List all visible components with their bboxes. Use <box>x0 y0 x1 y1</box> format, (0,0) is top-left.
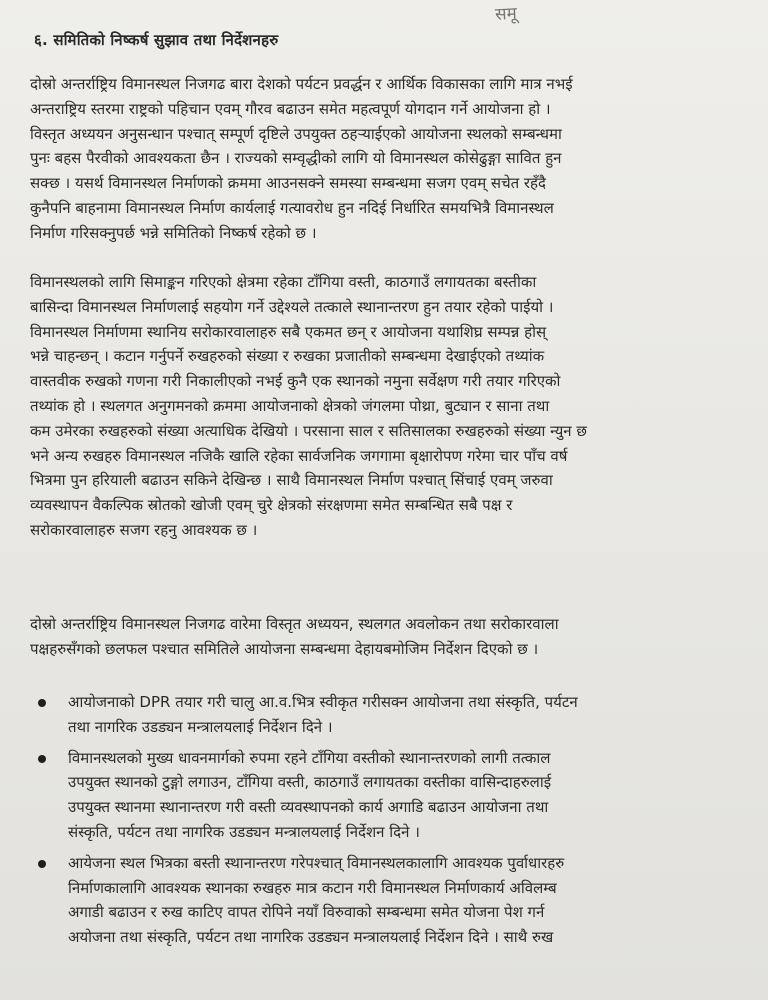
text-line: तथा नागरिक उडड्यन मन्त्रालयलाई निर्देशन दिने । <box>68 717 333 736</box>
text-line: बासिन्दा विमानस्थल निर्माणलाई सहयोग गर्ने उद्देश्यले तत्काले स्थानान्तरण हुन तयार रहेको पाईयो । <box>30 297 554 316</box>
text-line: कुनैपनि बाहनामा विमानस्थल निर्माण कार्यलाई गत्यावरोध हुन नदिई निर्धारित समयभित्रै विमानस्थल <box>30 198 554 217</box>
text-line: भन्ने चाहन्छन् । कटान गर्नुपर्ने रुखहरुको संख्या र रुखका प्रजातीको सम्बन्धमा देखाईएको तथ्यांक <box>30 347 545 366</box>
paragraph-directive-intro <box>30 612 742 662</box>
text-line: अगाडी बढाउन र रुख काटिए वापत रोपिने नयाँ विरुवाको सम्बन्धमा समेत योजना पेश गर्न <box>68 903 545 922</box>
text-line: विमानस्थलको लागि सिमाङ्कन गरिएको क्षेत्रमा रहेका टाँगिया वस्ती, काठगाउँ लगायतका बस्तीका <box>30 273 537 291</box>
list-item <box>30 851 742 950</box>
text-line: आयोजनाको DPR तयार गरी चालु आ.व.भित्र स्वीकृत गरीसक्न आयोजना तथा संस्कृति, पर्यटन <box>68 693 578 711</box>
bullet-dot-icon <box>38 755 46 763</box>
text-line: विस्तृत अध्ययन अनुसन्धान पश्चात् सम्पूर्ण दृष्टिले उपयुक्त ठहऱ्याईएको आयोजना स्थलको सम्बन्धमा <box>30 124 562 143</box>
text-line: निर्माण गरिसक्नुपर्छ भन्ने समितिको निष्कर्ष रहेको छ । <box>30 223 317 242</box>
text-line: वास्तवीक रुखको गणना गरी निकालीएको नभई कुनै एक स्थानको नमुना सर्वेक्षण गरी तयार गरिएको <box>30 372 561 391</box>
text-line: आयेजना स्थल भित्रका बस्ती स्थानान्तरण गरेपश्चात् विमानस्थलकालागि आवश्यक पुर्वाधारहरु <box>68 853 565 872</box>
text-line: पक्षहरुसँगको छलफल पश्चात समितिले आयोजना सम्बन्धमा देहायबमोजिम निर्देशन दिएको छ । <box>30 639 539 658</box>
paragraph-conclusion <box>30 72 742 246</box>
bullet-dot-icon <box>38 860 46 868</box>
text-line: व्यवस्थापन वैकल्पिक स्रोतको खोजी एवम् चुरे क्षेत्रको संरक्षणमा समेत सम्बन्धित सबै पक्ष र <box>30 496 513 515</box>
bullet-dot-icon <box>38 699 46 707</box>
list-item <box>30 690 742 740</box>
text-line: उपयुक्त स्थानको टुङ्गो लगाउन, टाँगिया वस्ती, काठगाउँ लगायतका वस्तीका वासिन्दाहरुलाई <box>68 773 552 792</box>
text-line: कम उमेरका रुखहरुको संख्या अत्याधिक देखियो । परसाना साल र सतिसालका रुखहरुको संख्या न्युन छ <box>30 421 587 440</box>
text-line: दोस्रो अन्तर्राष्ट्रिय विमानस्थल निजगढ वारेमा विस्तृत अध्ययन, स्थलगत अवलोकन तथा सरोकारवाला <box>30 615 559 633</box>
text-line: विमानस्थल निर्माणमा स्थानिय सरोकारवालाहरु सबै एकमत छन् र आयोजना यथाशिघ्र सम्पन्न होस् <box>30 322 547 341</box>
text-line: विमानस्थलको मुख्य धावनमार्गको रुपमा रहने टाँगिया वस्तीको स्थानान्तरणको लागी तत्काल <box>68 748 551 767</box>
text-line: अन्तराष्ट्रिय स्तरमा राष्ट्रको पहिचान एवम् गौरव बढाउन समेत महत्वपूर्ण योगदान गर्ने आयोजना हो । <box>30 99 551 118</box>
text-line: सक्छ । यसर्थ विमानस्थल निर्माणको क्रममा आउनसक्ने समस्या सम्बन्धमा सजग एवम् सचेत रहँदै <box>30 174 546 193</box>
text-line: दोस्रो अन्तर्राष्ट्रिय विमानस्थल निजगढ बारा देशको पर्यटन प्रवर्द्धन र आर्थिक विकासका लागि मात्र नभई <box>30 75 573 93</box>
handwritten-annotation: समू <box>494 3 518 25</box>
text-line: उपयुक्त स्थानमा स्थानान्तरण गरी वस्ती व्यवस्थापनको कार्य अगाडि बढाउन आयोजना तथा <box>68 798 549 817</box>
text-line: भित्रमा पुन हरियाली बढाउन सकिने देखिन्छ । साथै विमानस्थल निर्माण पश्चात् सिंचाई एवम् जरुवा <box>30 471 553 490</box>
text-line: भने अन्य रुखहरु विमानस्थल नजिकै खालि रहेका सार्वजनिक जगगामा बृक्षारोपण गरेमा चार पाँच वर्ष <box>30 446 568 465</box>
paragraph-relocation <box>30 270 742 543</box>
text-line: पुनः बहस पैरवीको आवश्यकता छैन । राज्यको सम्वृद्धीको लागि यो विमानस्थल कोसेढुङ्गा सावित हुन <box>30 149 562 168</box>
text-line: सरोकारवालाहरु सजग रहनु आवश्यक छ । <box>30 520 258 539</box>
text-line: अयोजना तथा संस्कृति, पर्यटन तथा नागरिक उडड्यन मन्त्रालयलाई निर्देशन दिने । साथै रुख <box>68 928 554 947</box>
text-line: तथ्यांक हो । स्थलगत अनुगमनको क्रममा आयोजनाको क्षेत्रको जंगलमा पोथ्रा, बुट्यान र साना तथा <box>30 396 550 415</box>
text-line: संस्कृति, पर्यटन तथा नागरिक उडड्यन मन्त्रालयलाई निर्देशन दिने । <box>68 822 420 841</box>
list-item <box>30 746 742 845</box>
text-line: निर्माणकालागि आवश्यक स्थानका रुखहरु मात्र कटान गरी विमानस्थल निर्माणकार्य अविलम्ब <box>68 878 557 897</box>
directive-list <box>30 690 742 956</box>
section-heading: ६. समितिको निष्कर्ष सुझाव तथा निर्देशनहरु <box>34 31 279 49</box>
